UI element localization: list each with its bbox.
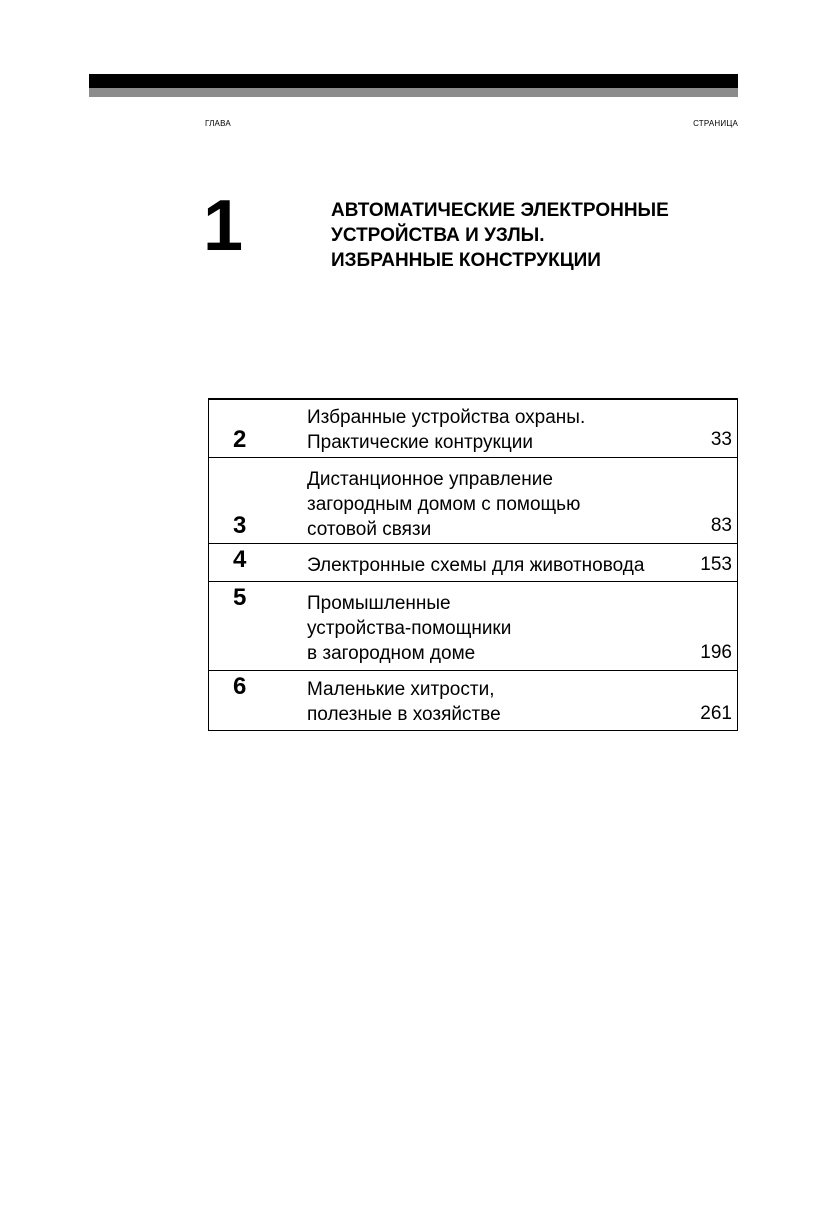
toc-title-line: в загородном доме — [307, 643, 476, 664]
toc-page-number: 196 — [700, 642, 732, 663]
table-of-contents — [208, 398, 738, 731]
chapter-title-line: УСТРОЙСТВА И УЗЛЫ. — [331, 225, 545, 246]
toc-chapter-number: 6 — [233, 673, 247, 700]
toc-title-line: Дистанционное управление — [307, 469, 553, 490]
toc-chapter-number: 4 — [233, 546, 247, 573]
toc-title-line: Промышленные — [307, 593, 451, 614]
toc-chapter-title — [307, 591, 511, 666]
toc-page-number: 153 — [700, 554, 732, 575]
toc-title-line: сотовой связи — [307, 519, 432, 540]
toc-title-line: загородным домом с помощью — [307, 494, 581, 515]
toc-row-chapter-4[interactable] — [209, 543, 737, 581]
toc-chapter-title — [307, 553, 644, 578]
toc-chapter-title — [307, 405, 585, 455]
toc-row-chapter-6[interactable] — [209, 670, 737, 730]
toc-title-line: устройства-помощники — [307, 618, 512, 639]
chapter-title-line: АВТОМАТИЧЕСКИЕ ЭЛЕКТРОННЫЕ — [331, 200, 669, 221]
header-rule-black — [89, 74, 738, 88]
current-chapter-title — [331, 198, 741, 273]
toc-title-line: Электронные схемы для животновода — [307, 555, 645, 576]
chapter-title-line: ИЗБРАННЫЕ КОНСТРУКЦИИ — [331, 250, 601, 271]
header-rule-gray — [89, 88, 738, 97]
toc-chapter-title — [307, 467, 580, 542]
chapter-column-label: ГЛАВА — [205, 119, 231, 128]
toc-page-number: 33 — [710, 429, 732, 450]
toc-title-line: полезные в хозяйстве — [307, 704, 501, 725]
toc-title-line: Практические контрукции — [307, 432, 533, 453]
toc-row-chapter-5[interactable] — [209, 581, 737, 670]
toc-page-number: 83 — [710, 515, 732, 536]
toc-chapter-number: 2 — [233, 426, 247, 453]
toc-chapter-number: 3 — [233, 512, 247, 539]
toc-chapter-number: 5 — [233, 584, 247, 611]
toc-title-line: Избранные устройства охраны. — [307, 407, 586, 428]
toc-row-chapter-3[interactable] — [209, 457, 737, 543]
page-column-label: СТРАНИЦА — [693, 119, 738, 128]
toc-title-line: Маленькие хитрости, — [307, 679, 495, 700]
toc-chapter-title — [307, 677, 501, 727]
current-chapter-number: 1 — [203, 186, 244, 266]
toc-page-number: 261 — [700, 703, 732, 724]
toc-row-chapter-2[interactable] — [209, 400, 737, 457]
